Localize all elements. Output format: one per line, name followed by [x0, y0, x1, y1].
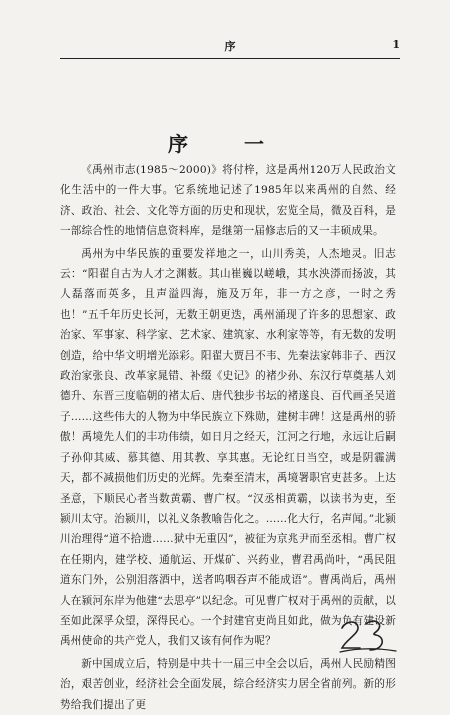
- header-rule: [60, 58, 400, 59]
- paragraph-3: 新中国成立后，特别是中共十一届三中全会以后，禹州人民励精图治，艰苦创业，经济社会全面发展，综合经济实力居全省前列。新的形势给我们提出了更: [60, 657, 396, 711]
- paragraph-2: 禹州为中华民族的重要发祥地之一，山川秀美，人杰地灵。旧志云：“阳翟自古为人才之渊薮。其山崔巍以嵯峨，其水泱漭而扬波，其人磊落而英多，且声溢四海，施及万年，非一方之彦，一时之秀也！”五千年历史长河，无数王朝更迭，禹州涌现了许多的思想家、政治家、军事家、科学家、艺术家、建筑家、水利家等等，有无数的发明创造，给中华文明增光添彩。阳翟大贾吕不韦、先秦法家韩非子、西汉政治家张良、改革家晁错、补缀《史记》的褚少孙、东汉行草奠基人刘德升、东晋三度临朝的褚太后、唐代独步书坛的褚遂良、百代画圣吴道子……这些伟大的人物为中华民族立下殊勋，建树丰碑！这是禹州的骄傲！禹境先人们的丰功伟绩，如日月之经天，江河之行地，永远让后嗣子孙仰其威、慕其德、用其教、享其惠。无论红日当空，或是阴霾满天，都不减损他们历史的光辉。先秦至清末，禹境署职官吏甚多。上达圣意，下顺民心者当数黄霸、曹广权。“汉丞相黄霸，以读书为吏，至颍川太守。治颍川，以礼义条教喻告化之。……化大行，名声闻。”北颍川治理得“道不拾遗……狱中无重囚”，被征为京兆尹而至丞相。曹广权在任期内，建学校、通航运、开煤矿、兴药业，曹君禹尚叶，“禹民阻道东门外，公别泪落酒中，送者呜咽吞声不能成语”。曹禹尚后，禹州人在颍河东岸为他建“去思亭”以纪念。可见曹广权对于禹州的贡献，以至如此深孚众望，深得民心。一个封建官吏尚且如此，做为负有建设新禹州使命的共产党人，我们又该有何作为呢？: [60, 247, 396, 648]
- paragraph-1: 《禹州市志(1985～2000)》将付梓，这是禹州120万人民政治文化生活中的一件大事。它系统地记述了1985年以来禹州的自然、经济、政治、社会、文化等方面的历史和现状，宏览全局，微及百科，是一部综合性的地情信息资料库，是继第一届修志后的又一丰硕成果。: [60, 164, 396, 238]
- page-title: 序 一: [168, 132, 282, 156]
- running-header: [60, 38, 400, 54]
- running-title: 序: [224, 40, 236, 53]
- page-number: 1: [392, 38, 400, 51]
- handwritten-number-mark: [338, 618, 398, 654]
